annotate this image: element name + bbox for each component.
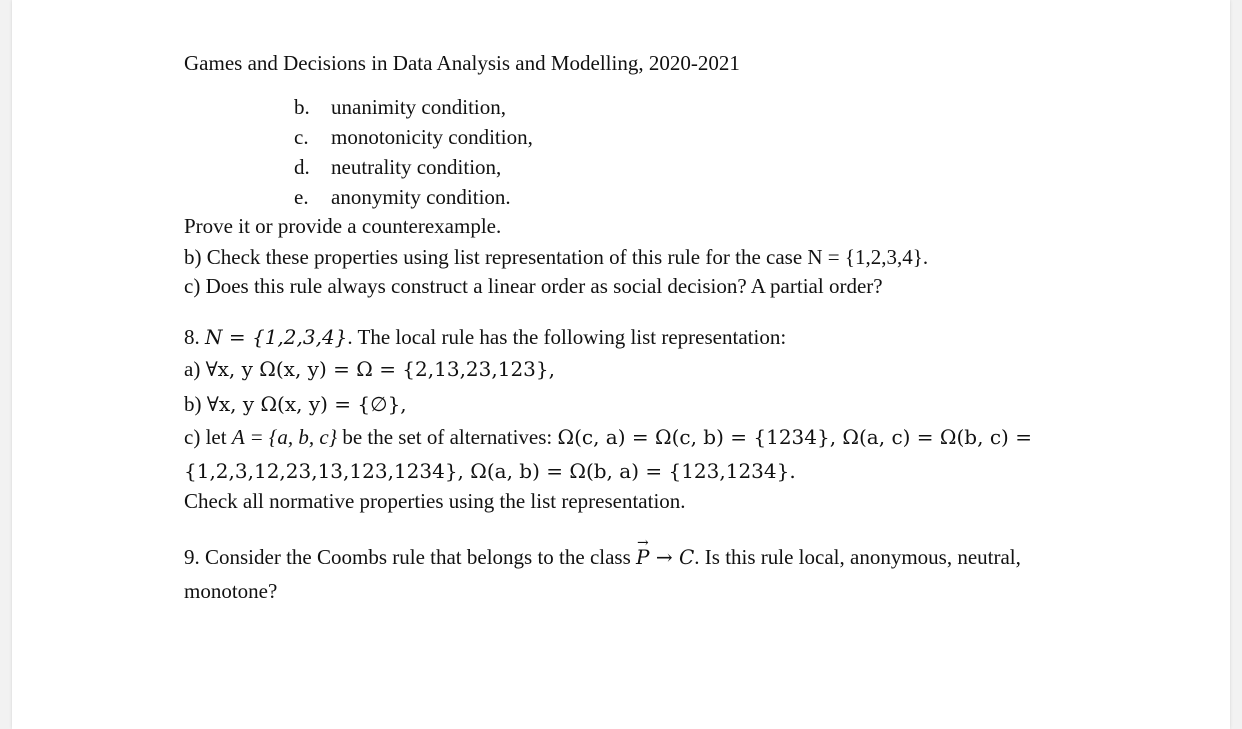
- q7-part-b: b) Check these properties using list representation of this rule for the case N = {1,2,3,4}.: [184, 245, 929, 269]
- q8-n-set: N = {1,2,3,4}: [205, 325, 348, 349]
- q8-c-formula-1: Ω(c, a) = Ω(c, b) = {1234}, Ω(a, c) = Ω(b, c) =: [557, 425, 1032, 449]
- condition-label: e.: [294, 185, 309, 209]
- q9-text-pre: 9. Consider the Coombs rule that belongs to the class: [184, 545, 637, 569]
- document-header: Games and Decisions in Data Analysis and Modelling, 2020-2021: [184, 51, 740, 75]
- q7-prove-line: Prove it or provide a counterexample.: [184, 214, 502, 238]
- q9-line-2: monotone?: [184, 579, 278, 603]
- q8-c-set: A = {a, b, c}: [231, 425, 338, 449]
- q8-part-a: [184, 356, 555, 382]
- condition-label: c.: [294, 125, 309, 149]
- q9-line-1: [184, 544, 1021, 570]
- q8-a-formula: ∀x, y Ω(x, y) = Ω = {2,13,23,123},: [205, 357, 555, 381]
- condition-item: [294, 94, 506, 120]
- q8-number: 8.: [184, 325, 205, 349]
- q8-part-c: [184, 424, 1032, 450]
- condition-text: monotonicity condition,: [331, 125, 533, 149]
- q8-intro-text: . The local rule has the following list representation:: [347, 325, 787, 349]
- q7-part-c: c) Does this rule always construct a linear order as social decision? A partial order?: [184, 274, 883, 298]
- q8-c-text: be the set of alternatives:: [337, 425, 558, 449]
- condition-item: [294, 154, 501, 180]
- q9-text-post: . Is this rule local, anonymous, neutral,: [694, 545, 1021, 569]
- condition-label: b.: [294, 95, 310, 119]
- q8-c-formula-2: {1,2,3,12,23,13,123,1234}, Ω(a, b) = Ω(b, a) = {123,1234}.: [184, 459, 796, 483]
- q8-b-label: b): [184, 392, 207, 416]
- q8-b-formula: ∀x, y Ω(x, y) = {∅},: [206, 392, 407, 416]
- condition-text: neutrality condition,: [331, 155, 502, 179]
- condition-text: anonymity condition.: [331, 185, 511, 209]
- q8-part-c-continued: [184, 458, 796, 484]
- q8-intro: [184, 324, 786, 350]
- q8-part-b: [184, 391, 407, 417]
- condition-item: [294, 124, 533, 150]
- condition-text: unanimity condition,: [331, 95, 506, 119]
- q8-check-line: Check all normative properties using the list representation.: [184, 489, 686, 513]
- q8-c-label: c) let: [184, 425, 232, 449]
- q8-a-label: a): [184, 357, 206, 381]
- q9-arrow-c: → C: [649, 545, 695, 569]
- condition-item: [294, 184, 511, 210]
- q9-vector-p: → P: [636, 544, 649, 570]
- condition-label: d.: [294, 155, 310, 179]
